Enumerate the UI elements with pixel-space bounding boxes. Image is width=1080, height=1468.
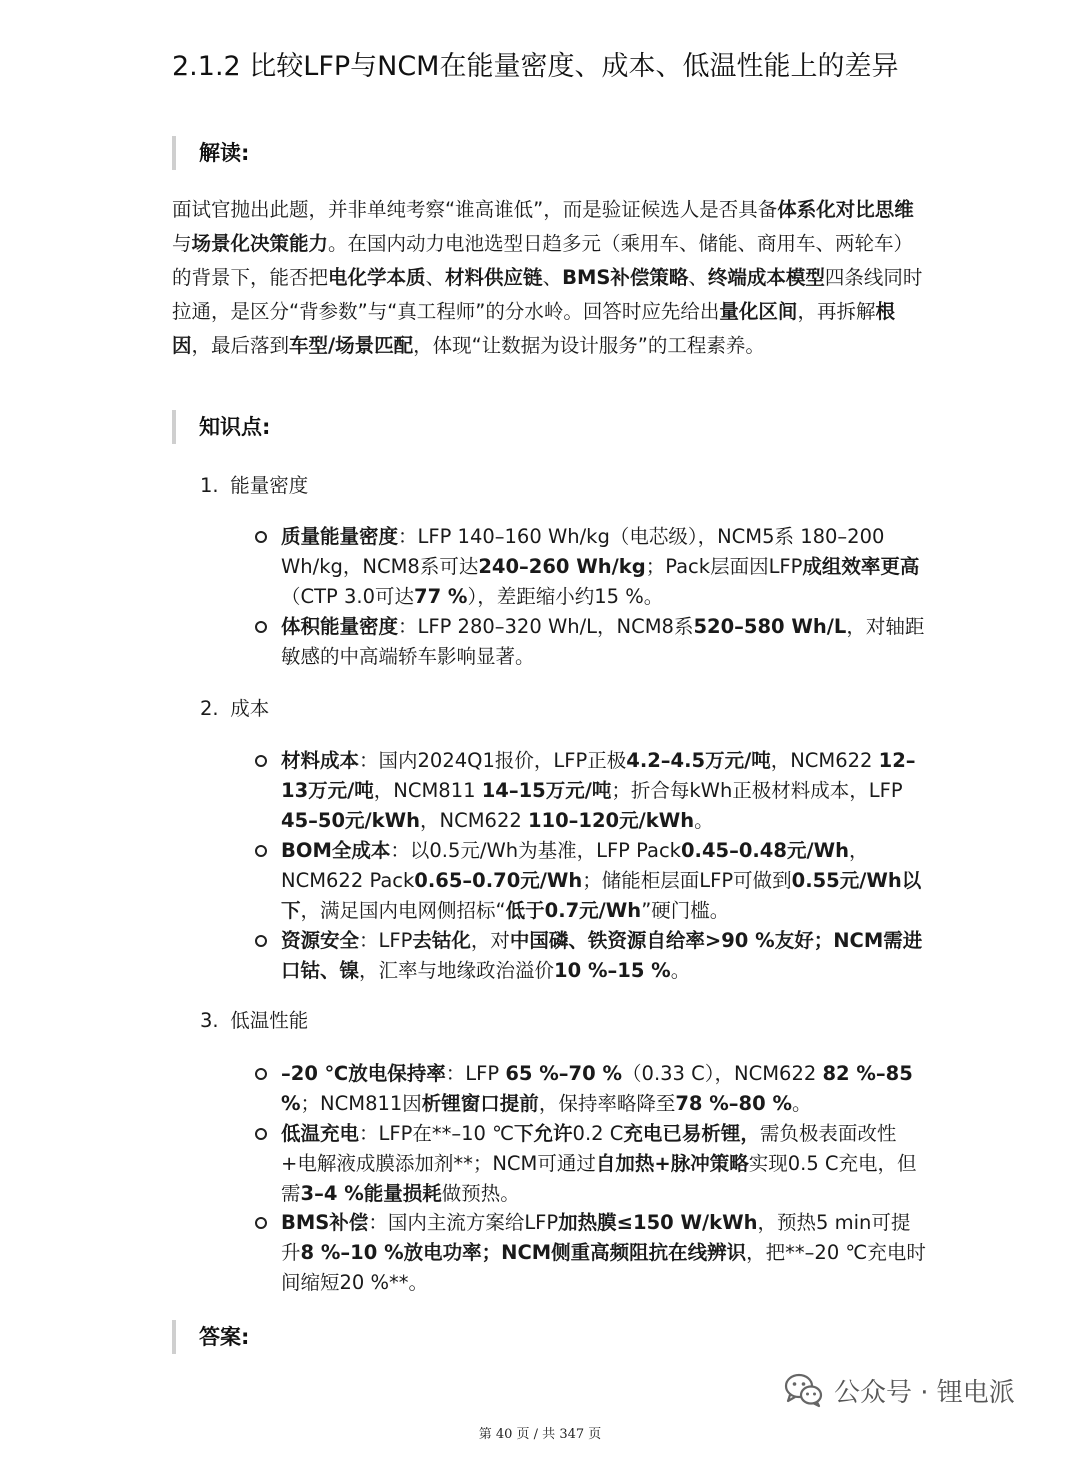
bold-run: 低于0.7元/Wh: [505, 899, 642, 922]
intro-paragraph: [172, 193, 932, 363]
circle-bullet-icon: [255, 935, 267, 947]
watermark: [784, 1370, 1015, 1410]
text-run: 需负极表面改性+电解液成膜添加剂**；NCM可通过: [281, 1122, 897, 1175]
bold-run: 车型/场景匹配: [289, 334, 414, 357]
bold-run: BMS补偿: [281, 1211, 369, 1234]
bold-run: 14–15万元/吨: [481, 779, 612, 802]
bold-run: –20 ℃放电保持率: [281, 1062, 446, 1085]
sub-item-text: [281, 615, 924, 668]
bold-run: 110–120元/kWh: [527, 809, 695, 832]
text-run: ，NCM811: [373, 779, 482, 802]
text-run: 、: [688, 266, 708, 289]
bold-run: 0.55元/Wh以下: [281, 869, 922, 922]
text-run: 。: [694, 809, 714, 832]
circle-bullet-icon: [255, 621, 267, 633]
text-run: （0.33 C），NCM622: [622, 1062, 823, 1085]
list-heading-label: 能量密度: [230, 474, 309, 497]
bold-run: 材料成本: [281, 749, 360, 772]
bold-run: 自加热+脉冲策略: [595, 1152, 749, 1175]
text-run: 0.2 C: [572, 1122, 624, 1145]
text-run: ，把**–20 ℃充电时间缩短20 %**。: [281, 1241, 926, 1294]
circle-bullet-icon: [255, 1217, 267, 1229]
text-run: ，最后落到: [191, 334, 290, 357]
bold-run: 中国磷、铁资源自给率>90 %友好；NCM需进口钴、镍: [281, 929, 923, 982]
text-run: ，对: [470, 929, 510, 952]
bold-run: 82 %–85 %: [281, 1062, 913, 1115]
bold-run: 4.2–4.5万元/吨: [626, 749, 771, 772]
text-run: ，NCM622: [420, 809, 528, 832]
text-run: 面试官抛出此题，并非单纯考察“谁高谁低”，而是验证候选人是否具备: [172, 198, 778, 221]
text-run: ；NCM811因: [300, 1092, 422, 1115]
bold-run: 体积能量密度: [281, 615, 399, 638]
interpretation-heading-label: 解读:: [199, 141, 250, 165]
circle-bullet-icon: [255, 1128, 267, 1140]
sub-item-resource-security: [281, 926, 929, 986]
list-heading-3: [200, 1004, 308, 1038]
text-run: ：国内2024Q1报价，LFP正极: [359, 749, 627, 772]
sub-item-bms-compensation: [281, 1208, 929, 1298]
list-heading-label: 低温性能: [230, 1009, 309, 1032]
bold-run: 加热膜≤150 W/kWh: [558, 1211, 758, 1234]
circle-bullet-icon: [255, 755, 267, 767]
bold-run: 12–13万元/吨: [281, 749, 916, 802]
bold-run: BMS补偿策略: [562, 266, 689, 289]
watermark-text: 公众号 · 锂电派: [834, 1377, 1015, 1408]
bold-run: 质量能量密度: [281, 525, 399, 548]
text-run: 、: [542, 266, 563, 289]
text-run: （CTP 3.0可达: [281, 585, 414, 608]
list-number: 3.: [200, 1009, 219, 1032]
sub-item-text: [281, 525, 919, 608]
circle-bullet-icon: [255, 531, 267, 543]
page-number: 第 40 页 / 共 347 页: [478, 1427, 602, 1442]
sub-item-low-temp-charging: [281, 1119, 929, 1209]
text-run: ：LFP在**–10 ℃: [359, 1122, 515, 1145]
bold-run: 240–260 Wh/kg: [478, 555, 646, 578]
bold-run: 资源安全: [281, 929, 360, 952]
bold-run: 8 %–10 %放电功率；NCM侧重高频阻抗在线辨识: [300, 1241, 747, 1264]
list-heading-1: [200, 469, 308, 503]
text-run: ，再拆解: [797, 300, 876, 323]
text-run: 与: [172, 232, 192, 255]
bold-run: 成组效率更高: [802, 555, 920, 578]
bold-run: 体系化对比思维: [777, 198, 914, 221]
bold-run: 0.45–0.48元/Wh: [680, 839, 849, 862]
bold-run: 45–50元/kWh: [281, 809, 421, 832]
sub-item-text: [281, 1211, 926, 1294]
text-run: ：以0.5元/Wh为基准，LFP Pack: [390, 839, 681, 862]
text-run: ），差距缩小约15 %。: [467, 585, 664, 608]
text-run: 四条线同时拉通，是区分“背参数”与“真工程师”的分水岭。回答时应先给出: [172, 266, 923, 323]
list-heading-2: [200, 692, 269, 726]
bold-run: 65 %–70 %: [505, 1062, 623, 1085]
text-run: ：LFP 280–320 Wh/L，NCM8系: [398, 615, 694, 638]
bold-run: 析锂窗口提前: [421, 1092, 539, 1115]
sub-item-text: [281, 1122, 917, 1205]
knowledge-heading: [172, 410, 270, 444]
text-run: ：国内主流方案给LFP: [368, 1211, 559, 1234]
text-run: ，对轴距敏感的中高端轿车影响显著。: [281, 615, 925, 668]
bold-run: BOM全成本: [281, 839, 391, 862]
answer-heading: [172, 1320, 249, 1354]
bold-run: 场景化决策能力: [191, 232, 329, 255]
wechat-icon: [784, 1372, 824, 1408]
sub-item-text: [281, 839, 921, 922]
sub-item-text: [281, 929, 922, 982]
text-run: 实现0.5 C充电，但需: [281, 1152, 917, 1205]
sub-item-volume-energy-density: [281, 612, 929, 672]
sub-item-text: [281, 749, 916, 832]
text-run: 做预热。: [441, 1182, 520, 1205]
bold-run: 10 %–15 %: [554, 959, 671, 982]
sub-item-discharge-retention: [281, 1059, 929, 1119]
answer-heading-label: 答案:: [199, 1325, 250, 1349]
circle-bullet-icon: [255, 845, 267, 857]
text-run: ：LFP 140–160 Wh/kg（电芯级），NCM5系 180–200 Wh/kg，NCM8系可达: [281, 525, 885, 578]
bold-run: 520–580 Wh/L: [693, 615, 847, 638]
bold-run: 终端成本模型: [707, 266, 825, 289]
bold-run: 0.65–0.70元/Wh: [414, 869, 583, 892]
text-run: ，NCM622: [770, 749, 879, 772]
bold-run: 电化学本质: [328, 266, 426, 289]
sub-item-bom-cost: [281, 836, 929, 926]
page-title: 2.1.2 比较LFP与NCM在能量密度、成本、低温性能上的差异: [172, 51, 899, 82]
bold-run: 78 %–80 %: [675, 1092, 793, 1115]
bold-run: 充电已易析锂，: [623, 1122, 760, 1145]
text-run: ，体现“让数据为设计服务”的工程素养。: [413, 334, 765, 357]
circle-bullet-icon: [255, 1068, 267, 1080]
bold-run: 低温充电: [281, 1122, 360, 1145]
bold-run: 下允许: [514, 1122, 573, 1145]
text-run: ：LFP: [445, 1062, 506, 1085]
text-run: ：LFP: [359, 929, 413, 952]
bold-run: 根因: [172, 300, 895, 357]
sub-item-mass-energy-density: [281, 522, 929, 612]
text-run: 。在国内动力电池选型日趋多元（乘用车、储能、商用车、两轮车）的背景下，能否把: [172, 232, 914, 289]
bold-run: 去钴化: [412, 929, 471, 952]
bold-run: 3–4 %能量损耗: [300, 1182, 442, 1205]
text-run: 、: [425, 266, 446, 289]
list-number: 1.: [200, 474, 219, 497]
text-run: 。: [670, 959, 691, 982]
interpretation-heading: [172, 136, 249, 170]
bold-run: 77 %: [414, 585, 468, 608]
text-run: ，汇率与地缘政治溢价: [359, 959, 555, 982]
text-run: ，保持率略降至: [538, 1092, 676, 1115]
list-number: 2.: [200, 697, 219, 720]
knowledge-heading-label: 知识点:: [199, 415, 271, 439]
bold-run: 材料供应链: [445, 266, 543, 289]
text-run: ”硬门槛。: [641, 899, 730, 922]
text-run: ；储能柜层面LFP可做到: [582, 869, 792, 892]
text-run: ，满足国内电网侧招标“: [300, 899, 506, 922]
text-run: ；Pack层面因LFP: [645, 555, 803, 578]
list-heading-label: 成本: [230, 697, 270, 720]
text-run: ，预热5 min可提升: [281, 1211, 911, 1264]
text-run: ，NCM622 Pack: [281, 839, 869, 892]
sub-item-text: [281, 1062, 913, 1115]
text-run: 。: [792, 1092, 812, 1115]
text-run: ；折合每kWh正极材料成本，LFP: [611, 779, 903, 802]
bold-run: 量化区间: [719, 300, 798, 323]
sub-item-material-cost: [281, 746, 929, 836]
